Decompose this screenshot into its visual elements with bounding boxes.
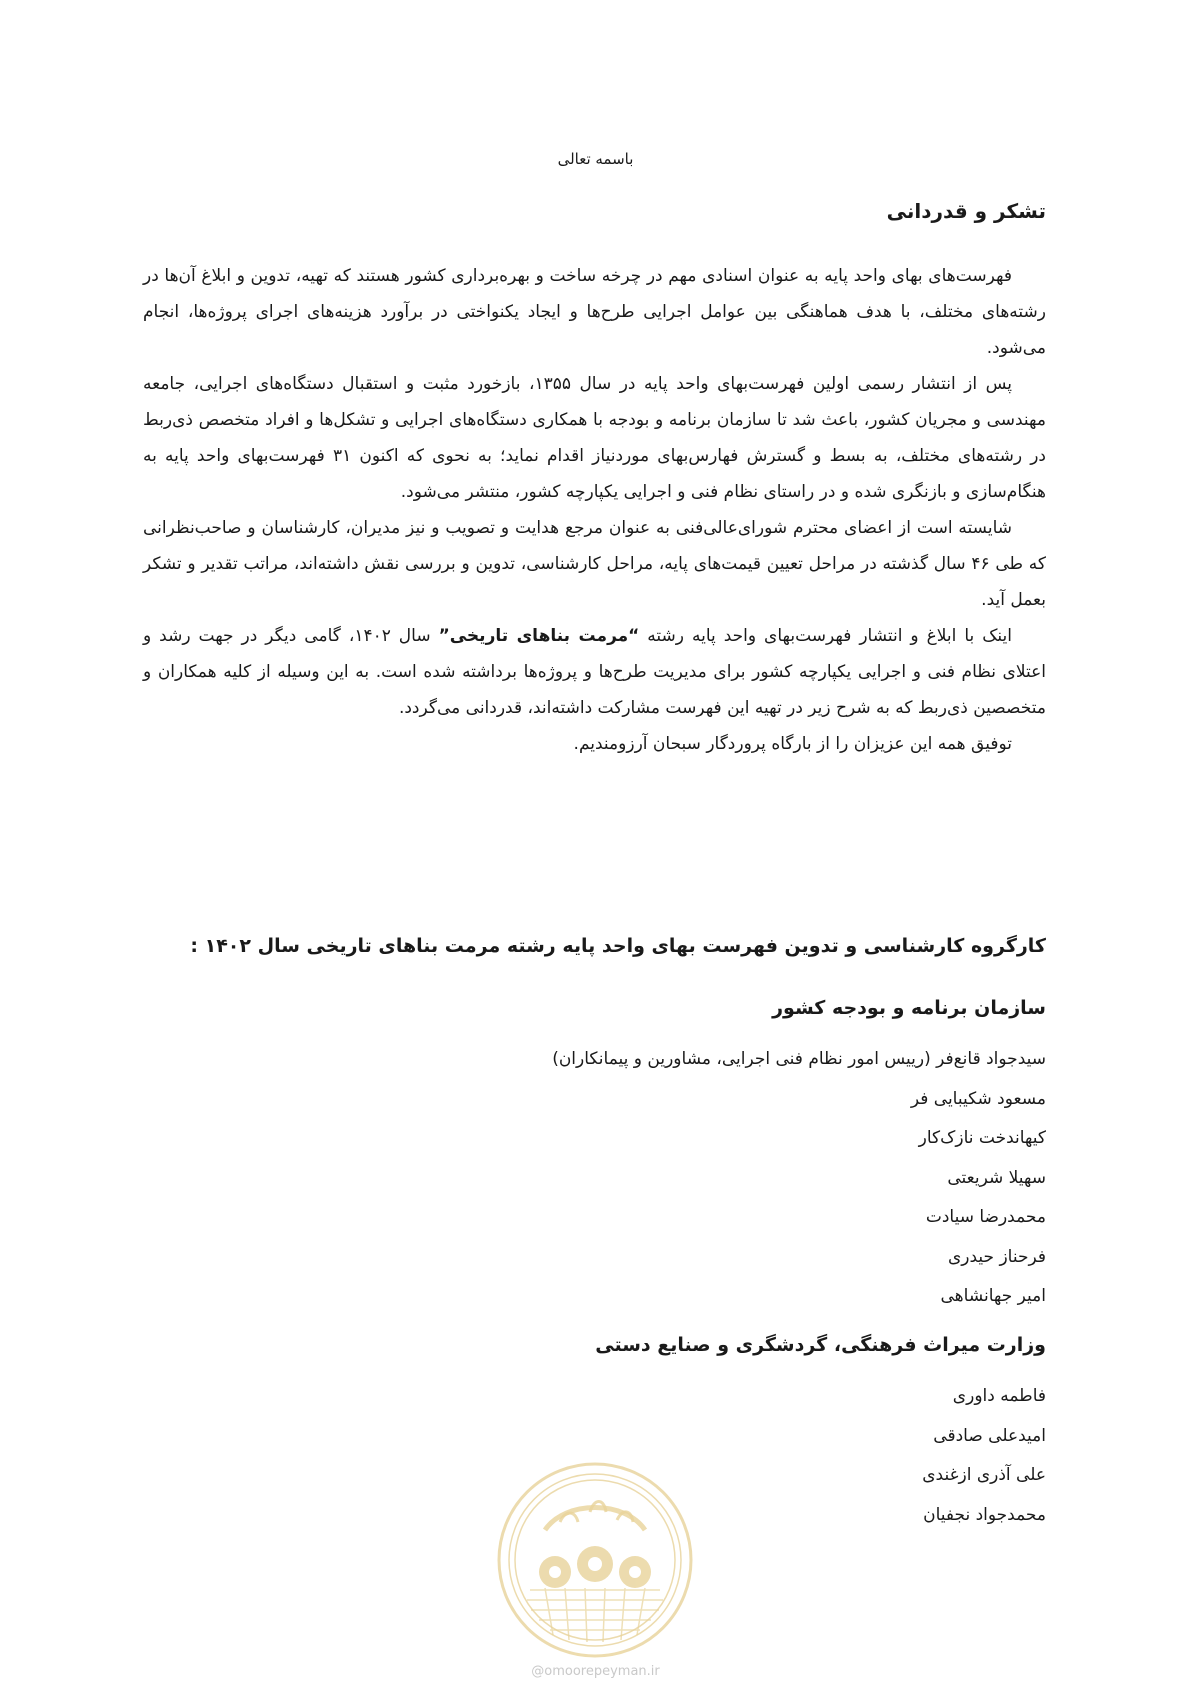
intro-paragraph-2: پس از انتشار رسمی اولین فهرست‌بهای واحد پایه در سال ۱۳۵۵، بازخورد مثبت و استقبال دستگاه‌های اجرایی، جامعه مهندسی و مجریان کشور، باعث شد تا سازمان برنامه و بودجه با همکاری دستگاه‌های اجرایی و تشکل‌ها و افراد متخصص ذی‌ربط در رشته‌های مختلف، به بسط و گسترش فهارس‌بهای موردنیاز اقدام نماید؛ به نحوی که اکنون ۳۱ فهرست‌بهای واحد پایه به هنگام‌سازی و بازنگری شده و در راستای نظام فنی و اجرایی یکپارچه کشور، منتشر می‌شود. — [143, 374, 1046, 502]
team-heading: کارگروه کارشناسی و تدوین فهرست بهای واحد پایه رشته مرمت بناهای تاریخی سال ۱۴۰۲ : — [190, 935, 1046, 957]
intro-paragraph-4 — [143, 618, 1046, 726]
member-item: علی آذری ازغندی — [922, 1465, 1046, 1485]
member-item: محمدجواد نجفیان — [923, 1504, 1046, 1525]
member-item: امیر جهانشاهی — [940, 1286, 1046, 1306]
members-list-heritage — [922, 1377, 1046, 1535]
org-heading-heritage: وزارت میراث فرهنگی، گردشگری و صنایع دستی — [595, 1334, 1046, 1356]
member-item: فاطمه داوری — [952, 1386, 1046, 1406]
p4-field-name: “مرمت بناهای تاریخی” — [438, 626, 640, 646]
page-title: تشکر و قدردانی — [886, 199, 1046, 223]
intro-paragraph-3: شایسته است از اعضای محترم شورای‌عالی‌فنی به عنوان مرجع هدایت و تصویب و نیز مدیران، کارشناسان و صاحب‌نظرانی که طی ۴۶ سال گذشته در مراحل تعیین قیمت‌های پایه، مراحل کارشناسی، تدوین و بررسی نقش داشته‌اند، مراتب تقدیر و تشکر بعمل آید. — [143, 518, 1047, 610]
member-item: سهیلا شریعتی — [947, 1167, 1046, 1188]
intro-body — [143, 258, 1046, 762]
basmala-heading: باسمه تعالی — [557, 150, 634, 168]
p4-text-end: سال ۱۴۰۲، گامی دیگر در جهت رشد و اعتلای نظام فنی و اجرایی یکپارچه کشور برای مدیریت طرح‌ها و پروژه‌ها برداشته شده است. به این وسیله از کلیه همکاران و متخصصین ذی‌ربط که به شرح زیر در تهیه این فهرست مشارکت داشته‌اند، قدردانی می‌گردد. — [143, 626, 1046, 718]
member-item: کیهاندخت نازک‌کار — [918, 1128, 1046, 1148]
member-item: مسعود شکیبایی فر — [910, 1088, 1046, 1109]
p4-text-start: اینک با ابلاغ و انتشار فهرست‌بهای واحد پایه رشته — [639, 626, 1012, 646]
members-list-budget — [552, 1040, 1046, 1317]
org-heading-budget: سازمان برنامه و بودجه کشور — [772, 997, 1046, 1019]
member-item: امیدعلی صادقی — [933, 1425, 1046, 1446]
member-item: محمدرضا سیادت — [925, 1207, 1046, 1227]
member-item: فرحناز حیدری — [947, 1246, 1046, 1267]
intro-paragraph-1: فهرست‌های بهای واحد پایه به عنوان اسنادی مهم در چرخه ساخت و بهره‌برداری کشور هستند که تهیه، تدوین و ابلاغ آن‌ها در رشته‌های مختلف، با هدف هماهنگی بین عوامل اجرایی طرح‌ها و ایجاد یکنواختی در برآورد هزینه‌های اجرای پروژه‌ها، انجام می‌شود. — [143, 266, 1046, 358]
member-item: سیدجواد قانع‌فر (رییس امور نظام فنی اجرایی، مشاورین و پیمانکاران) — [552, 1049, 1046, 1069]
watermark-seal-logo — [495, 1460, 695, 1660]
watermark-handle: @omoorepeyman.ir — [531, 1664, 660, 1679]
intro-paragraph-5: توفیق همه این عزیزان را از بارگاه پروردگار سبحان آرزومندیم. — [573, 734, 1012, 754]
